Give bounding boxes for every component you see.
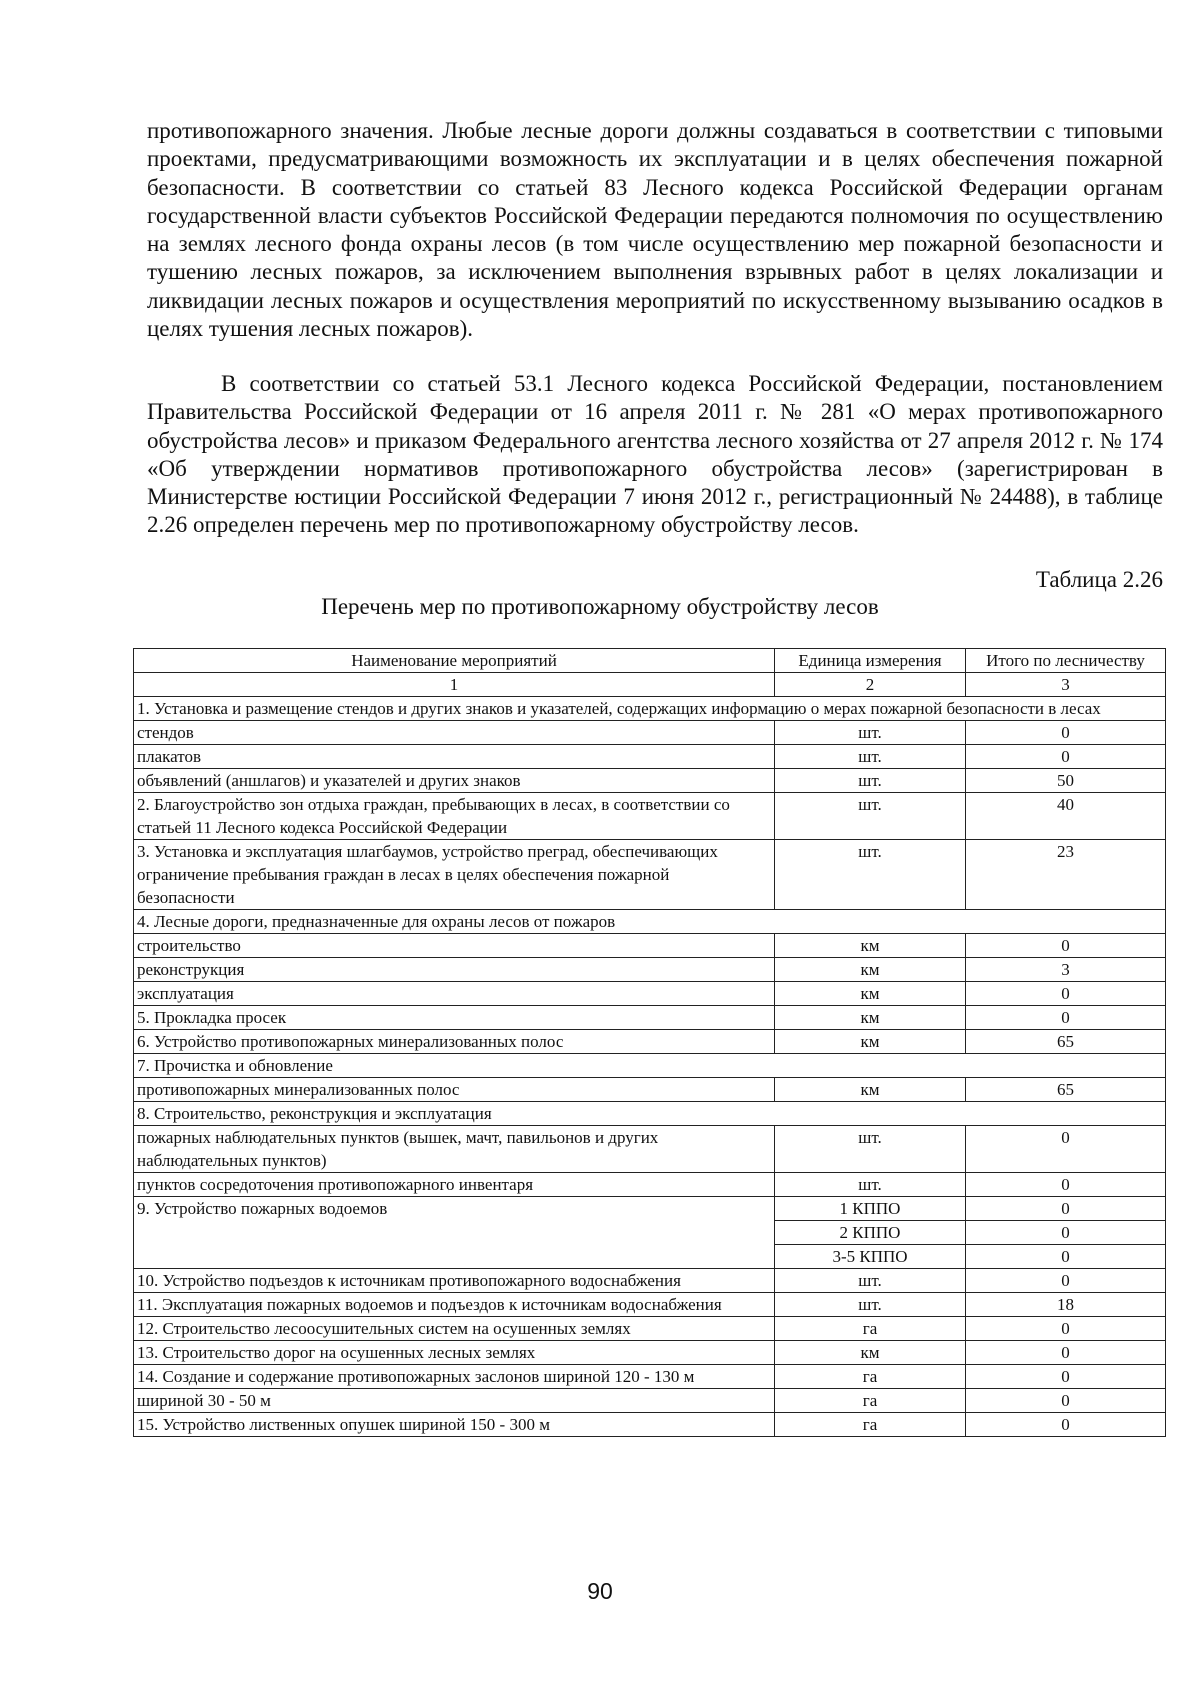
- measure-total: 3: [966, 958, 1166, 982]
- measure-unit: шт.: [775, 793, 966, 840]
- measure-name: 12. Строительство лесоосушительных систем на осушенных землях: [134, 1317, 775, 1341]
- table-section-row: [134, 1054, 1166, 1078]
- measure-name: 11. Эксплуатация пожарных водоемов и подъездов к источникам водоснабжения: [134, 1293, 775, 1317]
- measure-total: 23: [966, 840, 1166, 910]
- measure-unit: шт.: [775, 840, 966, 910]
- measure-unit: км: [775, 958, 966, 982]
- table-row: [134, 1126, 1166, 1173]
- measure-name: 3. Установка и эксплуатация шлагбаумов, устройство преград, обеспечивающих ограничение пребывания граждан в лесах в целях обеспечения пожарной безопасности: [134, 840, 775, 910]
- table-row: [134, 1006, 1166, 1030]
- measure-unit: шт.: [775, 1293, 966, 1317]
- measure-name: пожарных наблюдательных пунктов (вышек, мачт, павильонов и других наблюдательных пунктов): [134, 1126, 775, 1173]
- section-title: 1. Установка и размещение стендов и других знаков и указателей, содержащих информацию о мерах пожарной безопасности в лесах: [134, 697, 1166, 721]
- table-row: [134, 745, 1166, 769]
- measure-total: 0: [966, 1006, 1166, 1030]
- measure-name: стендов: [134, 721, 775, 745]
- measure-unit: га: [775, 1413, 966, 1437]
- measure-total: 0: [966, 1413, 1166, 1437]
- table-row: [134, 1317, 1166, 1341]
- measure-unit: шт.: [775, 1269, 966, 1293]
- measure-total: 40: [966, 793, 1166, 840]
- table-row: [134, 1413, 1166, 1437]
- table-section-row: [134, 910, 1166, 934]
- measure-name: 5. Прокладка просек: [134, 1006, 775, 1030]
- measure-total: 18: [966, 1293, 1166, 1317]
- measures-table: [133, 648, 1166, 1437]
- measure-name: 2. Благоустройство зон отдыха граждан, пребывающих в лесах, в соответствии со статьей 11 Лесного кодекса Российской Федерации: [134, 793, 775, 840]
- measure-name: плакатов: [134, 745, 775, 769]
- section-title: 7. Прочистка и обновление: [134, 1054, 1166, 1078]
- measure-total: 65: [966, 1078, 1166, 1102]
- measure-total: 0: [966, 721, 1166, 745]
- header-total: Итого по лесничеству: [966, 649, 1166, 673]
- measure-total: 0: [966, 1365, 1166, 1389]
- column-number-2: 2: [775, 673, 966, 697]
- table-row: [134, 1078, 1166, 1102]
- measure-name: строительство: [134, 934, 775, 958]
- table-row: [134, 1030, 1166, 1054]
- table-header-row: [134, 649, 1166, 673]
- table-section-row: [134, 1102, 1166, 1126]
- table-row: [134, 769, 1166, 793]
- table-row: [134, 982, 1166, 1006]
- measure-unit: шт.: [775, 1173, 966, 1197]
- measure-name: 15. Устройство лиственных опушек шириной 150 - 300 м: [134, 1413, 775, 1437]
- header-unit: Единица измерения: [775, 649, 966, 673]
- section-title: 4. Лесные дороги, предназначенные для охраны лесов от пожаров: [134, 910, 1166, 934]
- measure-unit: шт.: [775, 769, 966, 793]
- measure-total: 0: [966, 1317, 1166, 1341]
- measure-unit: км: [775, 982, 966, 1006]
- table-row: [134, 1269, 1166, 1293]
- measure-total: 0: [966, 982, 1166, 1006]
- measure-name: эксплуатация: [134, 982, 775, 1006]
- table-row: [134, 934, 1166, 958]
- measure-total: 0: [966, 1245, 1166, 1269]
- table-row: [134, 1293, 1166, 1317]
- measure-unit: га: [775, 1317, 966, 1341]
- measure-name: 9. Устройство пожарных водоемов: [134, 1197, 775, 1269]
- table-row: [134, 1389, 1166, 1413]
- section-title: 8. Строительство, реконструкция и эксплуатация: [134, 1102, 1166, 1126]
- table-label: Таблица 2.26: [1035, 567, 1163, 592]
- measure-unit: км: [775, 934, 966, 958]
- measure-unit: 2 КППО: [775, 1221, 966, 1245]
- table-row: [134, 1197, 1166, 1221]
- table-row: [134, 721, 1166, 745]
- page-number: 90: [587, 1578, 613, 1604]
- measure-unit: шт.: [775, 721, 966, 745]
- measure-total: 0: [966, 1389, 1166, 1413]
- measure-unit: км: [775, 1078, 966, 1102]
- column-number-3: 3: [966, 673, 1166, 697]
- header-name: Наименование мероприятий: [134, 649, 775, 673]
- paragraph-2: В соответствии со статьей 53.1 Лесного кодекса Российской Федерации, постановлением Правительства Российской Федерации от 16 апреля 2011 г. № 281 «О мерах противопожарного обустройства лесов» и приказом Федерального агентства лесного хозяйства от 27 апреля 2012 г. № 174 «Об утверждении нормативов противопожарного обустройства лесов» (зарегистрирован в Министерстве юстиции Российской Федерации 7 июня 2012 г., регистрационный № 24488), в таблице 2.26 определен перечень мер по противопожарному обустройству лесов.: [147, 371, 1163, 538]
- measure-total: 0: [966, 1269, 1166, 1293]
- measure-unit: км: [775, 1341, 966, 1365]
- measure-name: противопожарных минерализованных полос: [134, 1078, 775, 1102]
- measure-name: 14. Создание и содержание противопожарных заслонов шириной 120 - 130 м: [134, 1365, 775, 1389]
- table-row: [134, 793, 1166, 840]
- table-section-row: [134, 697, 1166, 721]
- measure-name: шириной 30 - 50 м: [134, 1389, 775, 1413]
- measure-unit: км: [775, 1030, 966, 1054]
- table-row: [134, 958, 1166, 982]
- measure-unit: 1 КППО: [775, 1197, 966, 1221]
- table-row: [134, 1365, 1166, 1389]
- measure-unit: шт.: [775, 745, 966, 769]
- table-row: [134, 1173, 1166, 1197]
- table-row: [134, 840, 1166, 910]
- measure-unit: шт.: [775, 1126, 966, 1173]
- column-number-1: 1: [134, 673, 775, 697]
- measure-unit: 3-5 КППО: [775, 1245, 966, 1269]
- measure-total: 50: [966, 769, 1166, 793]
- paragraph-1: противопожарного значения. Любые лесные дороги должны создаваться в соответствии с типовыми проектами, предусматривающими возможность их эксплуатации и в целях обеспечения пожарной безопасности. В соответствии со статьей 83 Лесного кодекса Российской Федерации органам государственной власти субъектов Российской Федерации передаются полномочия по осуществлению на землях лесного фонда охраны лесов (в том числе осуществлению мер пожарной безопасности и тушению лесных пожаров, за исключением выполнения взрывных работ в целях локализации и ликвидации лесных пожаров и осуществления мероприятий по искусственному вызыванию осадков в целях тушения лесных пожаров).: [147, 118, 1163, 342]
- measure-name: 13. Строительство дорог на осушенных лесных землях: [134, 1341, 775, 1365]
- measure-unit: га: [775, 1365, 966, 1389]
- measure-total: 0: [966, 934, 1166, 958]
- measure-total: 0: [966, 1197, 1166, 1221]
- measure-name: объявлений (аншлагов) и указателей и других знаков: [134, 769, 775, 793]
- measure-name: 10. Устройство подъездов к источникам противопожарного водоснабжения: [134, 1269, 775, 1293]
- measure-unit: га: [775, 1389, 966, 1413]
- measure-total: 65: [966, 1030, 1166, 1054]
- table-title: Перечень мер по противопожарному обустройству лесов: [321, 594, 879, 619]
- measure-total: 0: [966, 1173, 1166, 1197]
- measure-total: 0: [966, 745, 1166, 769]
- measure-unit: км: [775, 1006, 966, 1030]
- table-row: [134, 1341, 1166, 1365]
- measure-total: 0: [966, 1221, 1166, 1245]
- measure-name: пунктов сосредоточения противопожарного инвентаря: [134, 1173, 775, 1197]
- measure-total: 0: [966, 1341, 1166, 1365]
- measure-name: 6. Устройство противопожарных минерализованных полос: [134, 1030, 775, 1054]
- measure-name: реконструкция: [134, 958, 775, 982]
- measure-total: 0: [966, 1126, 1166, 1173]
- column-number-row: [134, 673, 1166, 697]
